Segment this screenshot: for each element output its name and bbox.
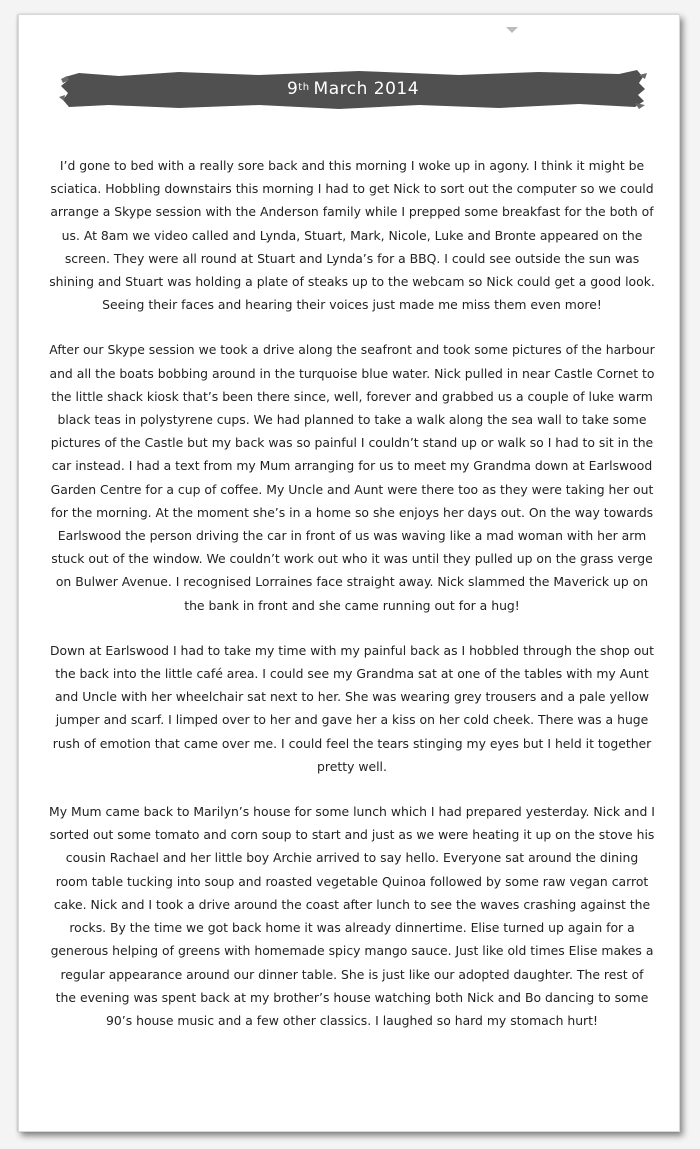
date-suffix: th [298,81,310,93]
journal-page [18,14,680,1132]
date-banner [59,67,647,111]
entry-body [49,154,655,1054]
paragraph: My Mum came back to Marilyn’s house for some lunch which I had prepared yesterday. Nick and I sorted out some tomato and corn soup to start and just as we were heating it up on the stove his cousin Rachael and her little boy Archie arrived to say hello. Everyone sat around the dining room table tucking into soup and roasted vegetable Quinoa followed by some raw vegan carrot cake. Nick and I took a drive around the coast after lunch to see the waves crashing against the rocks. By the time we got back home it was already dinnertime. Elise turned up again for a generous helping of greens with homemade spicy mango sauce. Just like old times Elise makes a regular appearance around our dinner table. She is just like our adopted daughter. The rest of the evening was spent back at my brother’s house watching both Nick and Bo dancing to some 90’s house music and a few other classics. I laughed so hard my stomach hurt! [49,804,655,1028]
paragraph: After our Skype session we took a drive along the seafront and took some pictures of the harbour and all the boats bobbing around in the turquoise blue water. Nick pulled in near Castle Cornet to the little shack kiosk that’s been there since, well, forever and grabbed us a couple of luke warm black teas in polystyrene cups. We had planned to take a walk along the sea wall to take some pictures of the Castle but my back was so painful I couldn’t stand up or walk so I had to sit in the car instead. I had a text from my Mum arranging for us to meet my Grandma down at Earlswood Garden Centre for a cup of coffee. My Uncle and Aunt were there too as they were taking her out for the morning. At the moment she’s in a home so she enjoys her days out. On the way towards Earlswood the person driving the car in front of us was waving like a mad woman with her arm stuck out of the window. We couldn’t work out who it was until they pulled up on the grass verge on Bulwer Avenue. I recognised Lorraines face straight away. Nick slammed the Maverick up on the bank in front and she came running out for a hug! [49,342,655,613]
entry-date [59,67,647,111]
paragraph: Down at Earlswood I had to take my time with my painful back as I hobbled through the shop out the back into the little café area. I could see my Grandma sat at one of the tables with my Aunt and Uncle with her wheelchair sat next to her. She was wearing grey trousers and a pale yellow jumper and scarf. I limped over to her and gave her a kiss on her cold cheek. There was a huge rush of emotion that came over me. I could feel the tears stinging my eyes but I held it together pretty well. [50,642,654,774]
paragraph: I’d gone to bed with a really sore back and this morning I woke up in agony. I think it might be sciatica. Hobbling downstairs this morning I had to get Nick to sort out the computer so we could arrange a Skype session with the Anderson family while I prepped some breakfast for the both of us. At 8am we video called and Lynda, Stuart, Mark, Nicole, Luke and Bronte appeared on the screen. They were all round at Stuart and Lynda’s for a BBQ. I could see outside the sun was shining and Stuart was holding a plate of steaks up to the webcam so Nick could get a good look. Seeing their faces and hearing their voices just made me miss them even more! [49,158,655,313]
date-day: 9 [286,79,299,99]
date-month-year: March 2014 [313,79,420,99]
page-mark [506,27,518,33]
